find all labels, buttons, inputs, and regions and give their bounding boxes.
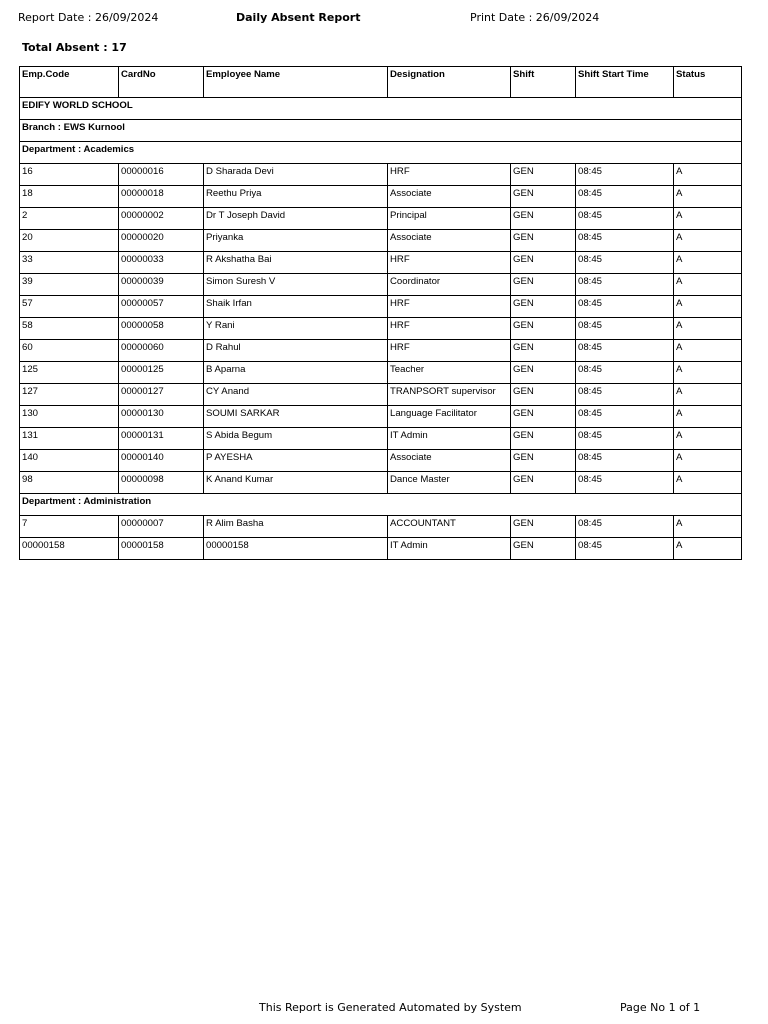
shift-start-time-cell: 08:45	[576, 472, 674, 494]
column-header-employee-name: Employee Name	[204, 67, 388, 98]
status-cell: A	[674, 186, 742, 208]
employee-name-cell: R Alim Basha	[204, 516, 388, 538]
status-cell: A	[674, 252, 742, 274]
table-row	[20, 384, 742, 406]
column-header-shift: Shift	[511, 67, 576, 98]
shift-start-time-cell: 08:45	[576, 186, 674, 208]
shift-start-time-cell: 08:45	[576, 362, 674, 384]
designation-cell: HRF	[388, 318, 511, 340]
table-row	[20, 406, 742, 428]
footer-note: This Report is Generated Automated by System	[259, 1001, 522, 1014]
shift-start-time-cell: 08:45	[576, 318, 674, 340]
status-cell: A	[674, 384, 742, 406]
designation-cell: Associate	[388, 186, 511, 208]
shift-cell: GEN	[511, 274, 576, 296]
shift-cell: GEN	[511, 340, 576, 362]
page-number: Page No 1 of 1	[620, 1001, 701, 1014]
table-row	[20, 230, 742, 252]
status-cell: A	[674, 472, 742, 494]
shift-start-time-cell: 08:45	[576, 296, 674, 318]
emp-code-cell: 7	[20, 516, 119, 538]
column-header-emp-code: Emp.Code	[20, 67, 119, 98]
emp-code-cell: 131	[20, 428, 119, 450]
status-cell: A	[674, 340, 742, 362]
employee-name-cell: S Abida Begum	[204, 428, 388, 450]
shift-start-time-cell: 08:45	[576, 538, 674, 560]
department-label: Department : Administration	[20, 494, 742, 516]
card-no-cell: 00000131	[119, 428, 204, 450]
shift-cell: GEN	[511, 538, 576, 560]
card-no-cell: 00000058	[119, 318, 204, 340]
employee-name-cell: Y Rani	[204, 318, 388, 340]
shift-cell: GEN	[511, 450, 576, 472]
designation-cell: Dance Master	[388, 472, 511, 494]
employee-name-cell: K Anand Kumar	[204, 472, 388, 494]
designation-cell: Teacher	[388, 362, 511, 384]
status-cell: A	[674, 516, 742, 538]
shift-cell: GEN	[511, 362, 576, 384]
employee-name-cell: Priyanka	[204, 230, 388, 252]
card-no-cell: 00000158	[119, 538, 204, 560]
school-row	[20, 98, 742, 120]
column-header-card-no: CardNo	[119, 67, 204, 98]
employee-name-cell: Reethu Priya	[204, 186, 388, 208]
department-row	[20, 494, 742, 516]
card-no-cell: 00000007	[119, 516, 204, 538]
emp-code-cell: 125	[20, 362, 119, 384]
card-no-cell: 00000060	[119, 340, 204, 362]
shift-cell: GEN	[511, 318, 576, 340]
emp-code-cell: 16	[20, 164, 119, 186]
designation-cell: HRF	[388, 296, 511, 318]
card-no-cell: 00000127	[119, 384, 204, 406]
report-date: Report Date : 26/09/2024	[18, 11, 159, 24]
table-row	[20, 252, 742, 274]
employee-name-cell: CY Anand	[204, 384, 388, 406]
designation-cell: Language Facilitator	[388, 406, 511, 428]
designation-cell: IT Admin	[388, 428, 511, 450]
emp-code-cell: 57	[20, 296, 119, 318]
emp-code-cell: 140	[20, 450, 119, 472]
emp-code-cell: 60	[20, 340, 119, 362]
designation-cell: IT Admin	[388, 538, 511, 560]
table-row	[20, 450, 742, 472]
shift-cell: GEN	[511, 230, 576, 252]
status-cell: A	[674, 362, 742, 384]
card-no-cell: 00000130	[119, 406, 204, 428]
table-row	[20, 186, 742, 208]
print-date: Print Date : 26/09/2024	[470, 11, 600, 24]
column-header-status: Status	[674, 67, 742, 98]
shift-cell: GEN	[511, 428, 576, 450]
employee-name-cell: R Akshatha Bai	[204, 252, 388, 274]
status-cell: A	[674, 538, 742, 560]
emp-code-cell: 58	[20, 318, 119, 340]
shift-cell: GEN	[511, 186, 576, 208]
column-header-designation: Designation	[388, 67, 511, 98]
shift-cell: GEN	[511, 252, 576, 274]
branch-name: Branch : EWS Kurnool	[20, 120, 742, 142]
designation-cell: HRF	[388, 164, 511, 186]
emp-code-cell: 18	[20, 186, 119, 208]
table-row	[20, 274, 742, 296]
designation-cell: Coordinator	[388, 274, 511, 296]
emp-code-cell: 98	[20, 472, 119, 494]
employee-name-cell: D Sharada Devi	[204, 164, 388, 186]
report-title: Daily Absent Report	[236, 11, 361, 24]
designation-cell: TRANPSORT supervisor	[388, 384, 511, 406]
shift-start-time-cell: 08:45	[576, 230, 674, 252]
emp-code-cell: 127	[20, 384, 119, 406]
card-no-cell: 00000039	[119, 274, 204, 296]
school-name: EDIFY WORLD SCHOOL	[20, 98, 742, 120]
status-cell: A	[674, 450, 742, 472]
card-no-cell: 00000018	[119, 186, 204, 208]
employee-name-cell: Shaik Irfan	[204, 296, 388, 318]
total-absent: Total Absent : 17	[22, 41, 127, 54]
designation-cell: HRF	[388, 340, 511, 362]
shift-cell: GEN	[511, 516, 576, 538]
employee-name-cell: Simon Suresh V	[204, 274, 388, 296]
status-cell: A	[674, 208, 742, 230]
status-cell: A	[674, 274, 742, 296]
absent-table	[19, 66, 742, 560]
designation-cell: Associate	[388, 230, 511, 252]
employee-name-cell: Dr T Joseph David	[204, 208, 388, 230]
column-header-shift-start-time: Shift Start Time	[576, 67, 674, 98]
card-no-cell: 00000098	[119, 472, 204, 494]
table-row	[20, 164, 742, 186]
shift-start-time-cell: 08:45	[576, 406, 674, 428]
emp-code-cell: 130	[20, 406, 119, 428]
employee-name-cell: 00000158	[204, 538, 388, 560]
table-row	[20, 472, 742, 494]
status-cell: A	[674, 296, 742, 318]
table-row	[20, 318, 742, 340]
branch-row	[20, 120, 742, 142]
emp-code-cell: 39	[20, 274, 119, 296]
shift-start-time-cell: 08:45	[576, 384, 674, 406]
department-label: Department : Academics	[20, 142, 742, 164]
table-row	[20, 516, 742, 538]
card-no-cell: 00000002	[119, 208, 204, 230]
card-no-cell: 00000125	[119, 362, 204, 384]
shift-cell: GEN	[511, 406, 576, 428]
designation-cell: HRF	[388, 252, 511, 274]
table-body	[20, 98, 742, 560]
table-row	[20, 362, 742, 384]
status-cell: A	[674, 164, 742, 186]
card-no-cell: 00000020	[119, 230, 204, 252]
table-header-row	[20, 67, 742, 98]
card-no-cell: 00000033	[119, 252, 204, 274]
shift-start-time-cell: 08:45	[576, 164, 674, 186]
card-no-cell: 00000016	[119, 164, 204, 186]
shift-cell: GEN	[511, 164, 576, 186]
table-row	[20, 296, 742, 318]
designation-cell: Associate	[388, 450, 511, 472]
designation-cell: Principal	[388, 208, 511, 230]
shift-start-time-cell: 08:45	[576, 516, 674, 538]
shift-start-time-cell: 08:45	[576, 208, 674, 230]
shift-cell: GEN	[511, 296, 576, 318]
status-cell: A	[674, 230, 742, 252]
designation-cell: ACCOUNTANT	[388, 516, 511, 538]
shift-start-time-cell: 08:45	[576, 428, 674, 450]
shift-cell: GEN	[511, 384, 576, 406]
employee-name-cell: P AYESHA	[204, 450, 388, 472]
shift-start-time-cell: 08:45	[576, 274, 674, 296]
status-cell: A	[674, 318, 742, 340]
shift-start-time-cell: 08:45	[576, 450, 674, 472]
card-no-cell: 00000057	[119, 296, 204, 318]
table-row	[20, 340, 742, 362]
employee-name-cell: B Aparna	[204, 362, 388, 384]
employee-name-cell: SOUMI SARKAR	[204, 406, 388, 428]
table-row	[20, 428, 742, 450]
status-cell: A	[674, 428, 742, 450]
shift-start-time-cell: 08:45	[576, 340, 674, 362]
department-row	[20, 142, 742, 164]
emp-code-cell: 00000158	[20, 538, 119, 560]
shift-cell: GEN	[511, 472, 576, 494]
emp-code-cell: 20	[20, 230, 119, 252]
status-cell: A	[674, 406, 742, 428]
table-row	[20, 538, 742, 560]
emp-code-cell: 2	[20, 208, 119, 230]
emp-code-cell: 33	[20, 252, 119, 274]
shift-cell: GEN	[511, 208, 576, 230]
card-no-cell: 00000140	[119, 450, 204, 472]
table-row	[20, 208, 742, 230]
shift-start-time-cell: 08:45	[576, 252, 674, 274]
employee-name-cell: D Rahul	[204, 340, 388, 362]
